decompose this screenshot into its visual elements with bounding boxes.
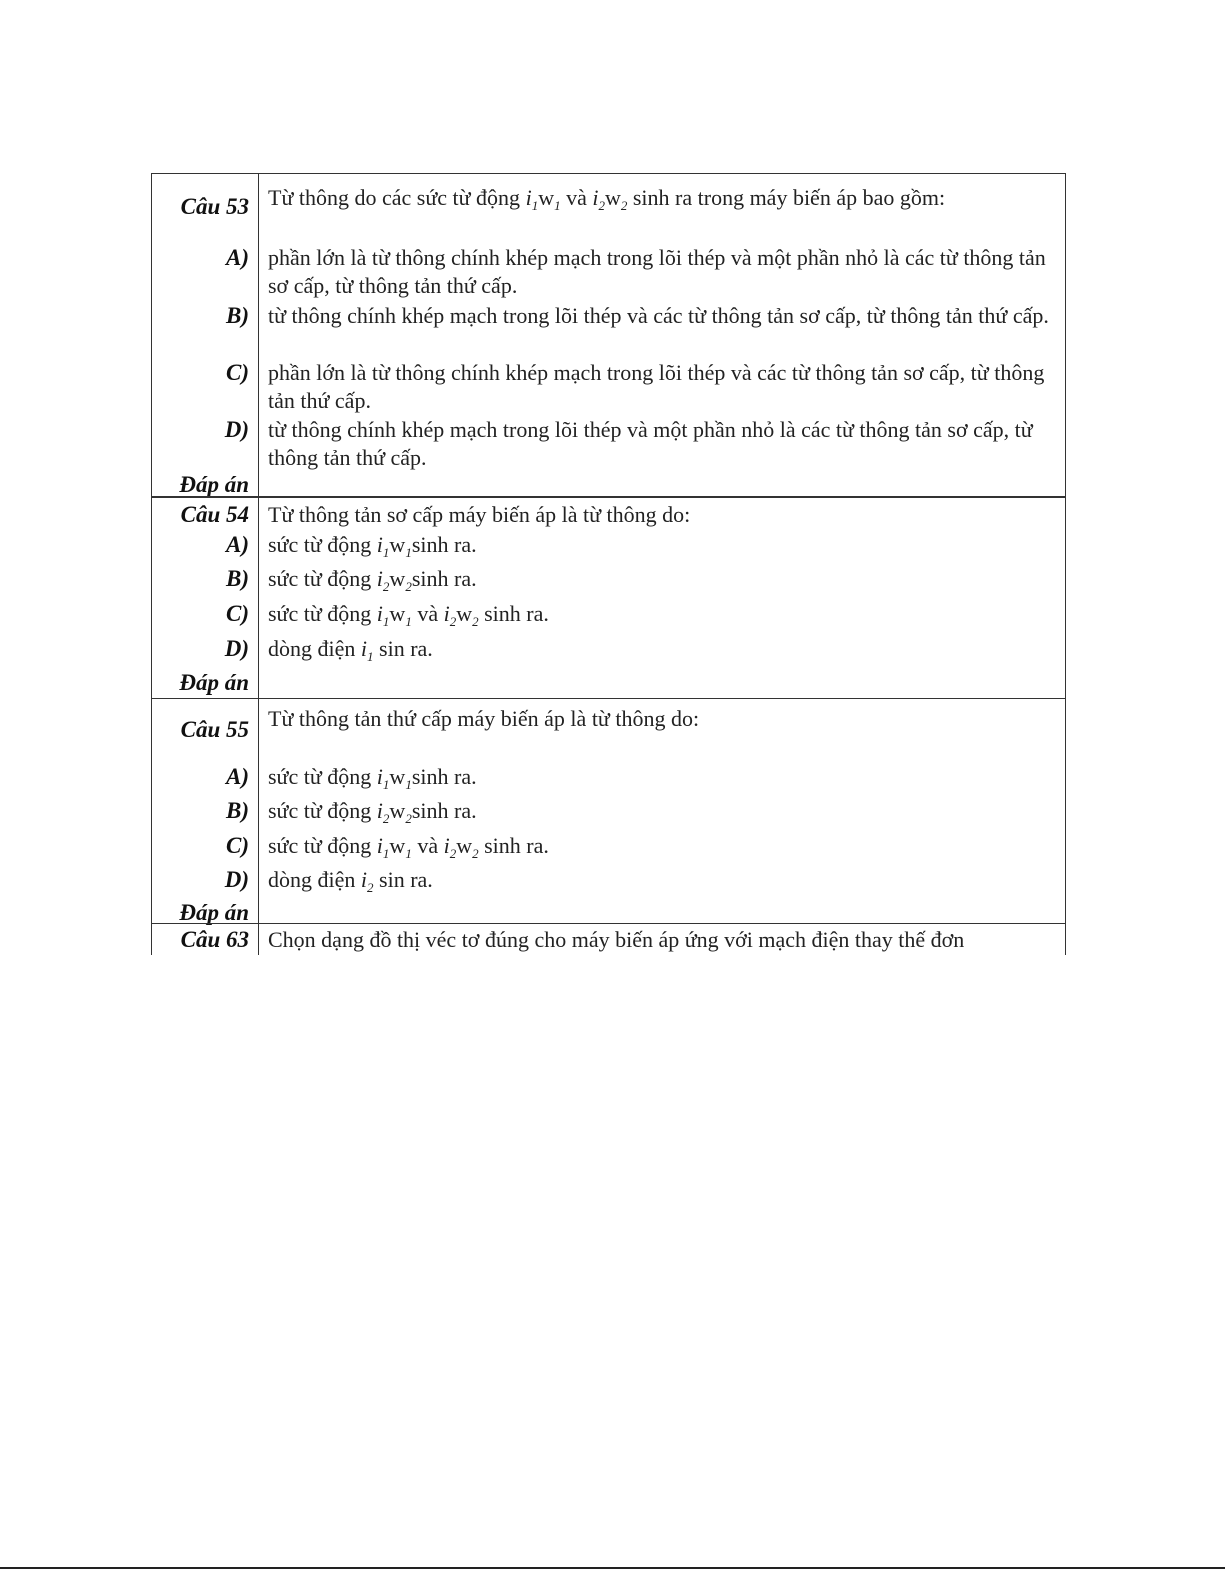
option-text: phần lớn là từ thông chính khép mạch trong lõi thép và một phần nhỏ là các từ thông tản sơ cấp, từ thông tản thứ cấp. xyxy=(268,245,1046,298)
option-key: C) xyxy=(226,601,249,626)
option-text: sức từ động $i_1w_1$ và $i_2w_2$ sinh ra. xyxy=(268,833,549,861)
question-54-block xyxy=(151,496,1066,699)
option-c[interactable] xyxy=(152,596,1065,630)
option-key: A) xyxy=(226,245,249,270)
option-key: D) xyxy=(224,417,249,442)
option-key: C) xyxy=(226,360,249,385)
question-53-block xyxy=(151,173,1066,498)
option-a[interactable] xyxy=(152,759,1065,793)
option-text: sức từ động $i_1w_1$ và $i_2w_2$ sinh ra. xyxy=(268,601,549,629)
option-d[interactable] xyxy=(152,631,1065,665)
math-i2w2: $i_2w_2$ xyxy=(592,185,628,213)
option-key: A) xyxy=(226,532,249,557)
question-stem: Từ thông do các sức từ động $i_1w_1$ và $i_2w_2$ sinh ra trong máy biến áp bao gồm: xyxy=(268,185,946,213)
option-key: D) xyxy=(224,867,249,892)
option-key: A) xyxy=(226,764,249,789)
option-text: sức từ động $i_1w_1\sinh$ ra. xyxy=(268,532,477,560)
question-stem: Từ thông tản thứ cấp máy biến áp là từ thông do: xyxy=(268,706,700,731)
answer-row xyxy=(152,665,1065,699)
question-label: Câu 55 xyxy=(180,717,249,742)
answer-label: Đáp án xyxy=(179,472,249,497)
page-bottom-rule xyxy=(0,1567,1225,1569)
question-stem: Chọn dạng đồ thị véc tơ đúng cho máy biến áp ứng với mạch điện thay thế đơn xyxy=(268,927,965,952)
option-text: từ thông chính khép mạch trong lõi thép và các từ thông tản sơ cấp, từ thông tản thứ cấp. xyxy=(268,303,1049,328)
answer-label: Đáp án xyxy=(179,900,249,925)
option-text: sức từ động $i_2w_2\sinh$ ra. xyxy=(268,798,477,826)
question-stem: Từ thông tản sơ cấp máy biến áp là từ thông do: xyxy=(268,502,691,527)
option-text: dòng điện $i_2$ sin ra. xyxy=(268,867,433,895)
option-text: sức từ động $i_2w_2\sinh$ ra. xyxy=(268,566,477,594)
math-i1w1: $i_1w_1$ xyxy=(525,185,561,213)
option-d[interactable] xyxy=(152,412,1065,470)
question-label: Câu 53 xyxy=(180,194,249,219)
option-key: D) xyxy=(224,636,249,661)
option-b[interactable] xyxy=(152,793,1065,827)
question-label: Câu 54 xyxy=(180,502,249,527)
option-text: sức từ động $i_1w_1\sinh$ ra. xyxy=(268,764,477,792)
option-a[interactable] xyxy=(152,527,1065,561)
option-b[interactable] xyxy=(152,561,1065,595)
option-c[interactable] xyxy=(152,828,1065,862)
question-63-block xyxy=(151,923,1066,955)
option-key: B) xyxy=(226,566,249,591)
option-c[interactable] xyxy=(152,355,1065,413)
question-label: Câu 63 xyxy=(180,927,249,952)
question-63-header xyxy=(152,922,1065,956)
question-54-header xyxy=(152,497,1065,531)
question-53-header xyxy=(152,180,1065,219)
option-text: dòng điện $i_1$ sin ra. xyxy=(268,636,433,664)
option-key: B) xyxy=(226,303,249,328)
option-b[interactable] xyxy=(152,298,1065,356)
option-d[interactable] xyxy=(152,862,1065,896)
option-key: B) xyxy=(226,798,249,823)
option-text: phần lớn là từ thông chính khép mạch trong lõi thép và các từ thông tản sơ cấp, từ thông tản thứ cấp. xyxy=(268,360,1045,413)
answer-label: Đáp án xyxy=(179,670,249,695)
option-text: từ thông chính khép mạch trong lõi thép và một phần nhỏ là các từ thông tản sơ cấp, từ thông tản thứ cấp. xyxy=(268,417,1033,470)
option-key: C) xyxy=(226,833,249,858)
option-a[interactable] xyxy=(152,240,1065,298)
question-55-header xyxy=(152,701,1065,742)
question-55-block xyxy=(151,698,1066,924)
